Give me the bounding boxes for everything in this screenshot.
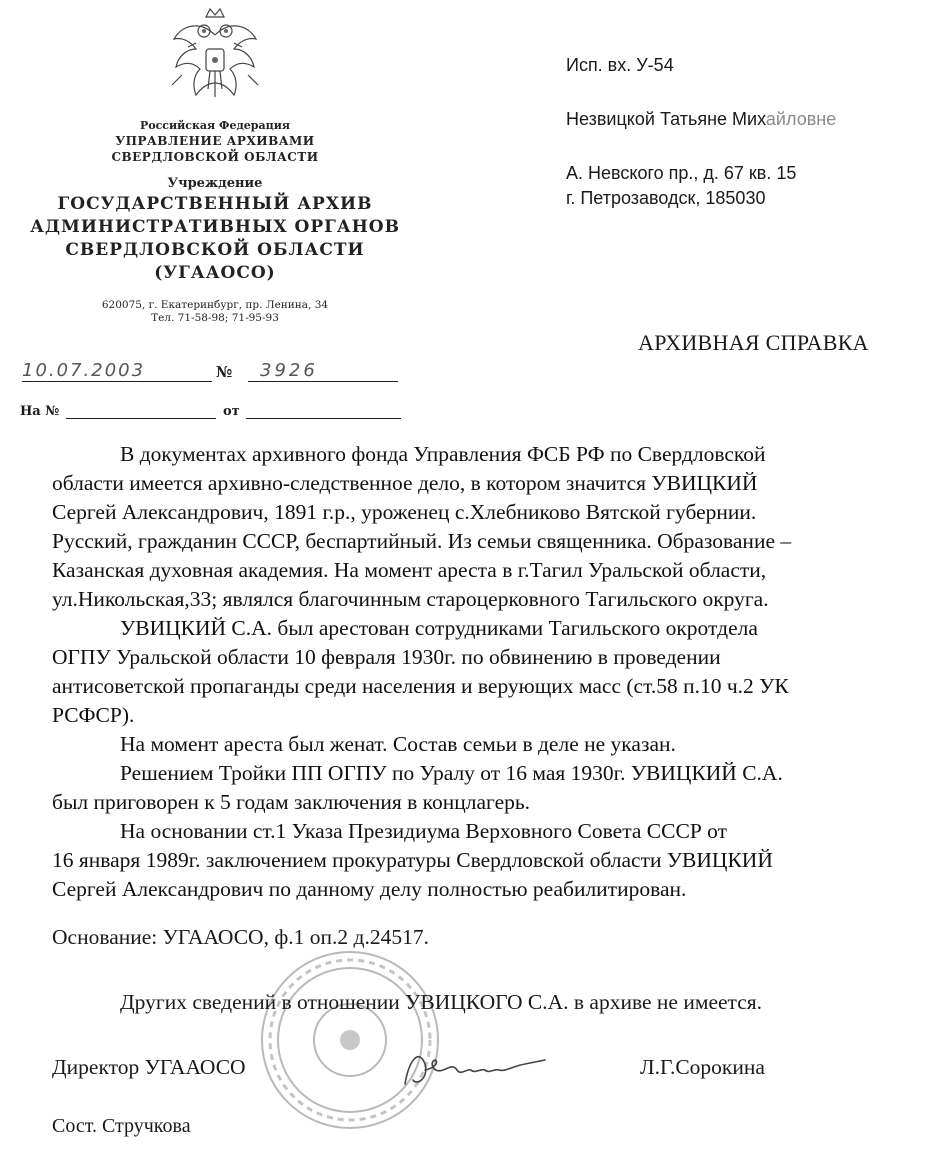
number-label: № xyxy=(216,363,233,381)
compiler-name: Сост. Стручкова xyxy=(52,1115,191,1137)
issuer-archive-name-1: ГОСУДАРСТВЕННЫЙ АРХИВ xyxy=(57,194,373,214)
body-paragraph-3 xyxy=(52,730,932,759)
issuer-country: Российская Федерация xyxy=(139,119,291,132)
document-title: АРХИВНАЯ СПРАВКА xyxy=(638,330,869,355)
basis-reference: Основание: УГААОСО, ф.1 оп.2 д.24517. xyxy=(52,925,429,949)
body-line: На момент ареста был женат. Состав семьи в деле не указан. xyxy=(120,732,676,756)
issuer-archive-name-3: СВЕРДЛОВСКОЙ ОБЛАСТИ xyxy=(65,240,365,260)
reply-reference xyxy=(20,404,420,424)
issuer-address: 620075, г. Екатеринбург, пр. Ленина, 34 xyxy=(101,299,329,311)
recipient-name-faded: айловне xyxy=(765,109,837,129)
body-line: РСФСР). xyxy=(52,703,135,727)
recipient-name-main: Незвицкой Татьяне Мих xyxy=(566,109,766,129)
signatory-position: Директор УГААОСО xyxy=(52,1055,246,1079)
recipient-name xyxy=(566,109,836,130)
double-headed-eagle-emblem-icon xyxy=(160,5,270,113)
signatory-name: Л.Г.Сорокина xyxy=(640,1055,765,1079)
body-line: УВИЦКИЙ С.А. был арестован сотрудниками Тагильского окротдела xyxy=(120,616,758,640)
no-other-data-note: Других сведений в отношении УВИЦКОГО С.А. в архиве не имеется. xyxy=(120,990,763,1014)
reply-date-blank xyxy=(246,418,401,419)
body-line: 16 января 1989г. заключением прокуратуры Свердловской области УВИЦКИЙ xyxy=(52,848,773,872)
body-line: антисоветской пропаганды среди населения и верующих масс (ст.58 п.10 ч.2 УК xyxy=(52,674,789,698)
recipient-address-city: г. Петрозаводск, 185030 xyxy=(566,188,766,208)
outgoing-date-number xyxy=(20,360,400,382)
body-line: был приговорен к 5 годам заключения в концлагерь. xyxy=(52,790,531,814)
issuer-phones: Тел. 71-58-98; 71-95-93 xyxy=(151,312,279,324)
reply-number-blank xyxy=(66,418,216,419)
handwritten-signature xyxy=(395,1040,555,1100)
body-line: Сергей Александрович по данному делу полностью реабилитирован. xyxy=(52,877,687,901)
outgoing-number: 3926 xyxy=(248,360,398,382)
outgoing-date: 10.07.2003 xyxy=(22,360,212,382)
issuer-abbreviation: (УГААОСО) xyxy=(154,263,276,283)
body-line: ул.Никольская,33; являлся благочинным староцерковного Тагильского округа. xyxy=(52,587,769,611)
reply-date-label: от xyxy=(223,404,240,419)
body-line: ОГПУ Уральской области 10 февраля 1930г. по обвинению в проведении xyxy=(52,645,721,669)
body-paragraph-5 xyxy=(52,817,932,904)
body-line: Русский, гражданин СССР, беспартийный. Из семьи священника. Образование – xyxy=(52,529,792,553)
issuer-region: СВЕРДЛОВСКОЙ ОБЛАСТИ xyxy=(111,150,319,164)
issuer-archive-name-2: АДМИНИСТРАТИВНЫХ ОРГАНОВ xyxy=(30,217,400,237)
body-paragraph-4 xyxy=(52,759,932,817)
body-line: В документах архивного фонда Управления ФСБ РФ по Свердловской xyxy=(120,442,766,466)
issuer-department: УПРАВЛЕНИЕ АРХИВАМИ xyxy=(115,134,315,148)
recipient-address-street: А. Невского пр., д. 67 кв. 15 xyxy=(566,163,797,183)
body-line: На основании ст.1 Указа Президиума Верховного Совета СССР от xyxy=(120,819,728,843)
issuer-institution-label: Учреждение xyxy=(167,176,263,191)
certificate-body xyxy=(52,440,932,904)
body-line: Сергей Александрович, 1891 г.р., уроженец с.Хлебниково Вятской губернии. xyxy=(52,500,757,524)
body-paragraph-2 xyxy=(52,614,932,730)
issuer-header xyxy=(20,118,410,325)
body-paragraph-1 xyxy=(52,440,932,614)
reply-number-label: На № xyxy=(20,404,60,419)
body-line: Решением Тройки ПП ОГПУ по Уралу от 16 мая 1930г. УВИЦКИЙ С.А. xyxy=(120,761,783,785)
body-line: области имеется архивно-следственное дело, в котором значится УВИЦКИЙ xyxy=(52,471,758,495)
body-line: Казанская духовная академия. На момент ареста в г.Тагил Уральской области, xyxy=(52,558,767,582)
incoming-reference: Исп. вх. У-54 xyxy=(566,55,674,75)
